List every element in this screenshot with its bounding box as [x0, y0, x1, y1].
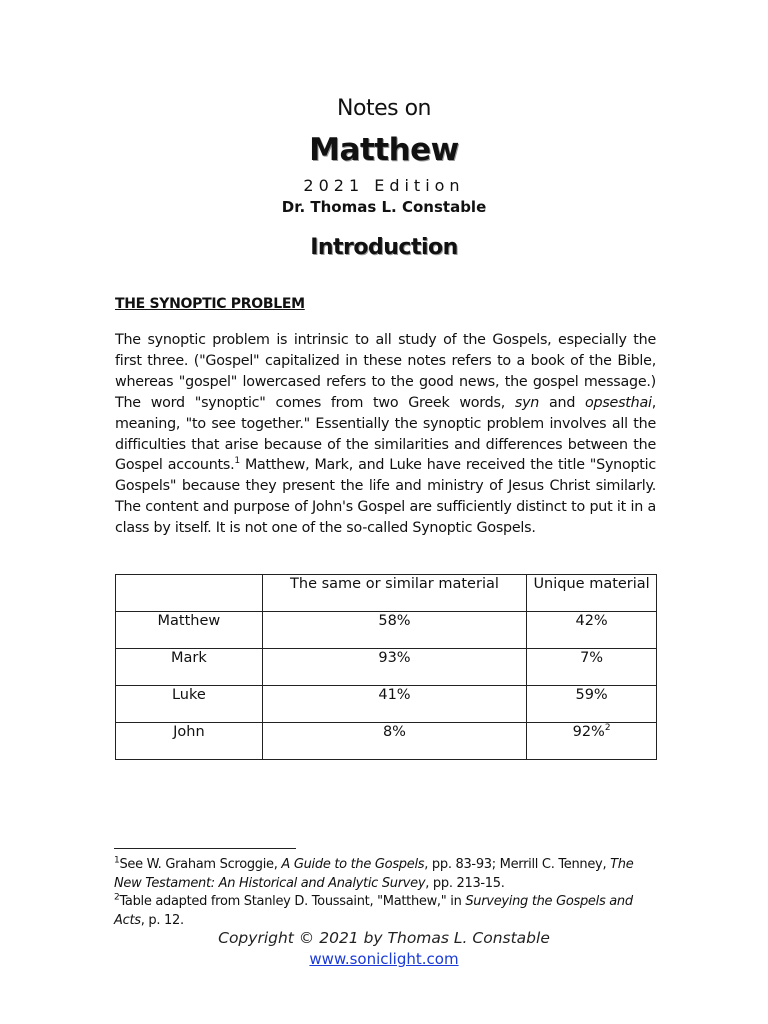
unique-value: 92%: [572, 724, 605, 740]
edition-label: 2021 Edition: [303, 176, 465, 195]
footnote-text: Table adapted from Stanley D. Toussaint, "Matthew," in: [119, 894, 466, 909]
footnote-book-title: The New Testament: An Historical and Analytic Survey: [114, 857, 634, 891]
table-row: [116, 723, 657, 760]
footnote-text: , pp. 83-93; Merrill C. Tenney,: [424, 857, 611, 872]
paragraph-text: , meaning, "to see together." Essentially the synoptic problem involves all the difficulties that arise because of the similarities and differences between the Gospel accounts.: [115, 394, 656, 474]
table-header-row: [116, 575, 657, 612]
table-cell-gospel: Mark: [116, 649, 263, 686]
book-title: Matthew: [309, 132, 459, 168]
synoptic-paragraph: [115, 330, 656, 539]
table-header-cell: The same or similar material: [262, 575, 526, 612]
table-cell-gospel: Luke: [116, 686, 263, 723]
footnote-text: , p. 12.: [140, 912, 184, 928]
notes-on-heading: Notes on: [337, 96, 431, 121]
footnote-ref-1[interactable]: 1: [234, 456, 240, 467]
copyright-notice: Copyright © 2021 by Thomas L. Constable: [218, 929, 550, 947]
paragraph-text: and: [539, 394, 586, 411]
footnote-text: See W. Graham Scroggie,: [119, 857, 282, 872]
table-cell-unique: 42%: [527, 612, 657, 649]
paragraph-italic-opsesthai: opsesthai: [585, 394, 652, 411]
paragraph-text: Matthew, Mark, and Luke have received the title "Synoptic Gospels" because they present the life and ministry of Jesus Christ similarly. The content and purpose of John's Gospel are sufficiently distinct to put it in a class by itself. It is not one of the so-called Synoptic Gospels.: [115, 457, 656, 537]
table-row: [116, 612, 657, 649]
table-cell-unique: 7%: [527, 649, 657, 686]
website-link[interactable]: www.soniclight.com: [309, 950, 459, 968]
table-header-cell: [116, 575, 263, 612]
footnote-book-title: Surveying the Gospels and Acts: [114, 894, 633, 928]
website-line: [0, 950, 768, 968]
footnotes: [114, 856, 658, 930]
table-cell-unique: [527, 723, 657, 760]
footnote-2: [114, 893, 658, 930]
table-header-cell: Unique material: [527, 575, 657, 612]
author-name: Dr. Thomas L. Constable: [281, 198, 487, 216]
table-cell-similar: 41%: [262, 686, 526, 723]
footnote-ref-2[interactable]: 2: [604, 723, 611, 734]
footnote-divider: [114, 848, 296, 849]
paragraph-text: The synoptic problem is intrinsic to all study of the Gospels, especially the first three. ("Gospel" capitalized in these notes refers to a book of the Bible, whereas "gospel" lowercased refers to the good news, the gospel message.) The word "synoptic" comes from two Greek words,: [115, 332, 656, 411]
table-cell-gospel: John: [116, 723, 263, 760]
table-cell-similar: 8%: [262, 723, 526, 760]
footnote-book-title: A Guide to the Gospels: [281, 857, 425, 872]
table-cell-unique: 59%: [527, 686, 657, 723]
footnote-1: [114, 856, 658, 893]
footnote-mark: 2: [114, 892, 120, 903]
table-cell-similar: 93%: [262, 649, 526, 686]
section-heading: Introduction: [310, 235, 458, 260]
table-row: [116, 649, 657, 686]
table-row: [116, 686, 657, 723]
footnote-mark: 1: [114, 855, 120, 866]
table-cell-similar: 58%: [262, 612, 526, 649]
gospel-material-table: [115, 574, 657, 760]
footnote-text: , pp. 213-15.: [425, 875, 505, 891]
table-cell-gospel: Matthew: [116, 612, 263, 649]
synoptic-problem-heading: THE SYNOPTIC PROBLEM: [115, 296, 305, 312]
paragraph-italic-syn: syn: [514, 394, 540, 411]
